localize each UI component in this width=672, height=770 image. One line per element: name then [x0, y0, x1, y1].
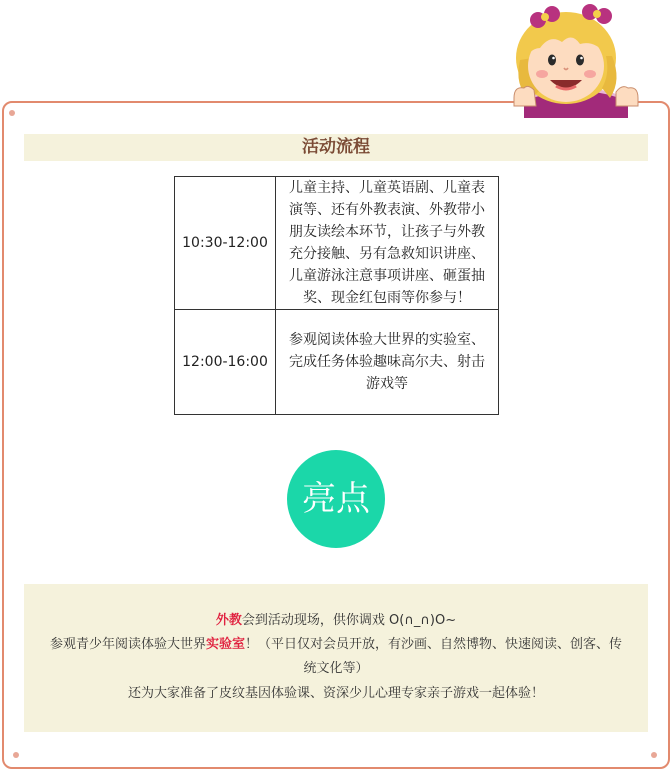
description-line: 参观阅读体验大世界的实验室、 — [289, 332, 485, 348]
info-panel — [24, 584, 648, 732]
schedule-description-cell — [276, 177, 499, 310]
description-line: 朋友读绘本环节，让孩子与外教 — [289, 224, 485, 240]
description-line: 游戏等 — [366, 376, 408, 392]
description-line: 奖、现金红包雨等你参与！ — [303, 290, 471, 306]
info-line: 还为大家准备了皮纹基因体验课、资深少儿心理专家亲子游戏一起体验！ — [127, 686, 544, 701]
info-line — [24, 609, 648, 633]
info-text: ！（平日仅对会员开放，有沙画、自然博物、快速阅读、创客、传 — [245, 637, 623, 652]
cartoon-girl-mascot-icon — [506, 0, 646, 118]
schedule-description-cell — [276, 310, 499, 415]
section-title: 活动流程 — [24, 134, 648, 161]
description-line: 完成任务体验趣味高尔夫、射击 — [289, 354, 485, 370]
description-line: 演等、还有外教表演、外教带小 — [289, 202, 485, 218]
info-line: 统文化等） — [303, 661, 369, 676]
description-line: 儿童主持、儿童英语剧、儿童表 — [289, 180, 485, 196]
table-row — [175, 177, 499, 310]
corner-dot — [13, 752, 19, 758]
corner-dot — [9, 110, 15, 116]
info-text: 会到活动现场，供你调戏 O(∩_∩)O~ — [241, 613, 457, 628]
info-line — [24, 633, 648, 657]
corner-dot — [651, 752, 657, 758]
highlight-text: 外教 — [215, 613, 242, 628]
schedule-time-cell: 10:30-12:00 — [175, 177, 276, 310]
schedule-table — [174, 176, 499, 415]
highlight-text: 实验室 — [205, 637, 245, 652]
description-line: 儿童游泳注意事项讲座、砸蛋抽 — [289, 268, 485, 284]
schedule-time-cell: 12:00-16:00 — [175, 310, 276, 415]
table-row — [175, 310, 499, 415]
highlight-badge: 亮点 — [287, 450, 385, 548]
description-line: 充分接触、另有急救知识讲座、 — [289, 246, 485, 262]
info-text: 参观青少年阅读体验大世界 — [49, 637, 206, 652]
